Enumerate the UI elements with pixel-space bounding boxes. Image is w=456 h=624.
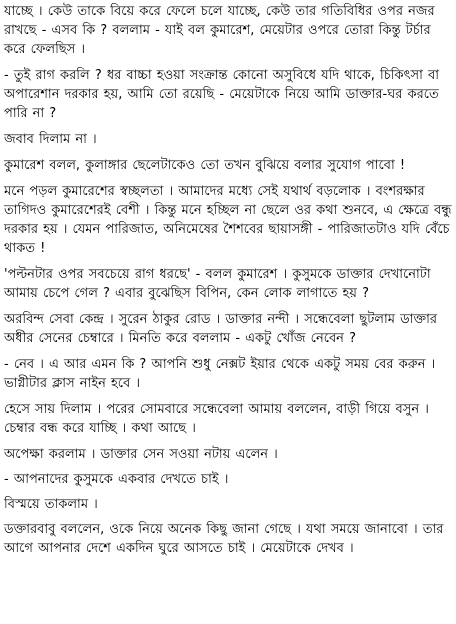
paragraph-waited: অপেক্ষা করলাম । ডাক্তার সেন সওয়া নটায় এলেন । — [4, 447, 278, 462]
paragraph-wealth: মনে পড়ল কুমারেশের স্বচ্ছলতা । আমাদের মধ্যে সেই যথার্থ বড়লোক । বংশরক্ষার তাগিদও কুমারেশেরই বেশী । কিন্তু মনে হচ্ছিল না ছেলে ওর কথা শুনবে, এ ক্ষেত্রে বন্ধু দরকার হয় । যেমন পারিজাত, অনিমেষের শৈশবের ছায়াসঙ্গী - পারিজাতটাও যদি বেঁচে থাকত ! — [4, 184, 452, 256]
paragraph-torture: যাচ্ছে । কেউ তাকে বিয়ে করে ফেলে চলে যাচ্ছে, কেউ তার গতিবিধির ওপর নজর রাখছে - এসব কি ? বললাম - যাই বল কুমারেশ, মেয়েটার ওপরে তোরা কিন্তু টর্চার করে ফেলছিস । — [4, 4, 435, 57]
paragraph-doctor-visit: ডক্তারবাবু বললেন, ওকে নিয়ে অনেক কিছু জানা গেছে । যথা সময়ে জানাবো । তার আগে আপনার দেশে একদিন ঘুরে আসতে চাই । মেয়েটাকে দেখব । — [4, 522, 444, 556]
paragraph-aurobindo: অরবিন্দ সেবা কেন্দ্র । সুরেন ঠাকুর রোড । ডাক্তার নন্দী । সন্ধেবেলা ছুটলাম ডাক্তার অধীর সেনের চেম্বারে । মিনতি করে বললাম - একটু খোঁজ নেবেন ? — [4, 312, 438, 346]
document-page — [4, 2, 454, 565]
paragraph-no-answer: জবাব দিলাম না । — [4, 132, 97, 147]
paragraph-monday: হেসে সায় দিলাম । পরের সোমবারে সন্ধেবেলা আমায় বললেন, বাড়ী গিয়ে বসুন । চেম্বার বন্ধ করে যাচ্ছি । কথা আছে । — [4, 402, 429, 436]
paragraph-paltan: 'পল্টনটার ওপর সবচেয়ে রাগ ধরছে' - বলল কুমারেশ । কুসুমকে ডাক্তার দেখানোটা আমায় চেপে গেল ? এবার বুঝেছিস বিপিন, কেন লোক লাগাতে হয় ? — [4, 267, 431, 301]
paragraph-doctor-reply: - নেব । এ আর এমন কি ? আপনি শুধু নেক্সট ইয়ার থেকে একটু সময় বের করুন । ভাগ্নীটার ক্লাস নাইন হবে । — [4, 357, 436, 391]
paragraph-see-kusum: - আপনাদের কুসুমকে একবার দেখতে চাই । — [4, 472, 229, 487]
paragraph-angry-question: - তুই রাগ করলি ? ধর বাচ্চা হওয়া সংক্রান্ত কোনো অসুবিধে যদি থাকে, চিকিৎসা বা অপারেশান দরকার হয়, আমি তো রয়েছি - মেয়েটাকে নিয়ে আমি ডাক্তার-ঘর করতে পারি না ? — [4, 68, 440, 121]
paragraph-surprise: বিস্ময়ে তাকলাম । — [4, 497, 98, 512]
paragraph-kumaresh-said: কুমারেশ বলল, কুলাঙ্গার ছেলেটাকেও তো তখন বুঝিয়ে বলার সুযোগ পাবো ! — [4, 158, 406, 173]
